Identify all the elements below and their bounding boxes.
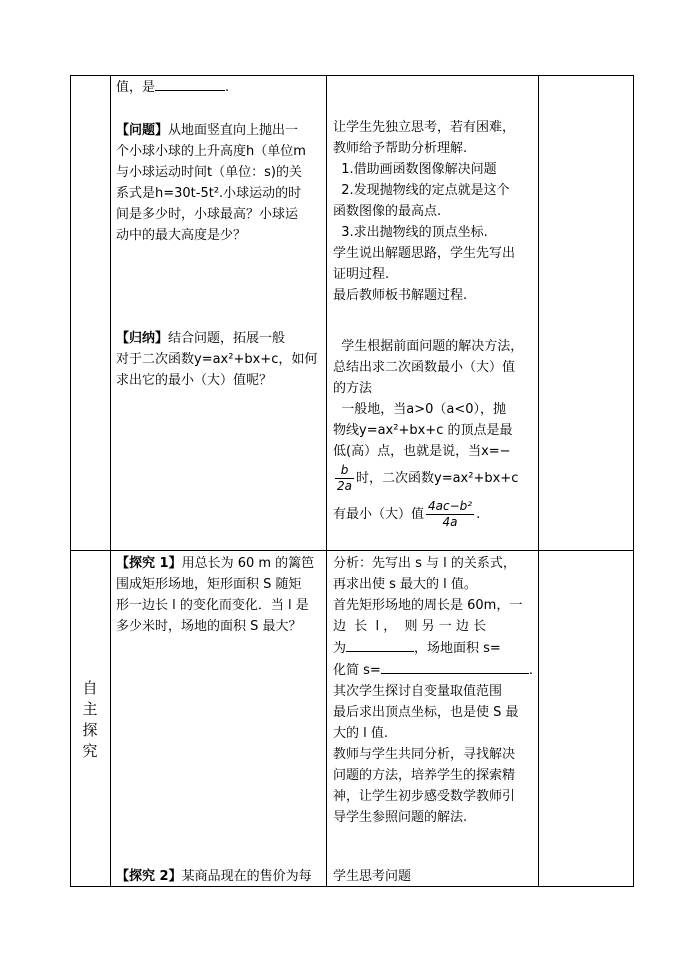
row1-guidance-cell: [333, 117, 536, 534]
problem-line-4: 系式是h=30t-5t².小球运动的时: [116, 186, 302, 201]
guidance-line-6: 3.求出抛物线的顶点坐标.: [333, 225, 488, 240]
analysis-line-11: 导学生参照问题的解法.: [333, 810, 468, 825]
table-col-divider-1: [110, 75, 111, 887]
summary-method-line-4: 一般地，当a>0（a<0），抛: [333, 402, 507, 417]
problem-line-3: 与小球运动时间t（单位：s)的关: [116, 165, 302, 180]
problem-line-5: 间是多少时，小球最高？小球运: [116, 207, 299, 222]
guidance-line-4: 2.发现抛物线的定点就是这个: [333, 183, 510, 198]
summary-method-line-6: 低(高）点，也就是说，当x=−: [333, 444, 511, 459]
section-char-4: 究: [82, 742, 98, 760]
summary-method-line-3: 的方法: [333, 381, 373, 396]
side-length-blank: [346, 637, 414, 652]
guidance-line-3: 1.借助画函数图像解决问题: [333, 162, 497, 177]
summary-method-line-5: 物线y=ax²+bx+c 的顶点是最: [333, 423, 513, 438]
analysis-blank-line-1: 为 ，场地面积 s=: [333, 637, 536, 659]
row2-activity-cell: [116, 553, 326, 637]
analysis-line-3: 首先矩形场地的周长是 60m，一: [333, 598, 523, 613]
row2-guidance-cell: [333, 553, 536, 828]
summary-line-3: 求出它的最小（大）值呢？: [116, 373, 273, 388]
summary-method-line-2: 总结出求二次函数最小（大）值: [333, 360, 516, 375]
fraction-b-over-2a: $\frac{b}{2a}$: [337, 463, 352, 493]
summary-method-line-7: $\frac{b}{2a}$ 时，二次函数y=ax²+bx+c: [337, 463, 519, 493]
explore1-line-2: 围成矩形场地，矩形面积 S 随矩: [116, 577, 302, 592]
problem-line-1: 【问题】从地面竖直向上抛出一: [116, 123, 299, 138]
explore1-line-4: 多少米时，场地的面积 S 最大？: [116, 619, 302, 634]
table-border-right: [633, 75, 634, 887]
simplified-area-blank: [381, 659, 529, 674]
analysis-blank-line-2: 化简 s= .: [333, 659, 536, 681]
summary-method-line-1: 学生根据前面问题的解决方法，: [333, 339, 524, 354]
guidance-line-8: 证明过程.: [333, 267, 390, 282]
table-border-left: [70, 75, 71, 887]
intro-line: 值，是 .: [116, 76, 326, 98]
summary-line-1: 【归纳】结合问题，拓展一般: [116, 331, 286, 346]
table-col-divider-2: [326, 75, 327, 887]
analysis-line-2: 再求出使 s 最大的 l 值。: [333, 577, 477, 592]
table-col-divider-3: [538, 75, 539, 887]
guidance-line-9: 最后教师板书解题过程.: [333, 288, 468, 303]
section-char-1: 自: [82, 679, 98, 697]
answer-blank: [155, 76, 225, 91]
analysis-line-5: 其次学生探讨自变量取值范围: [333, 684, 503, 699]
analysis-line-6: 最后求出顶点坐标，也是使 S 最: [333, 705, 519, 720]
analysis-line-4: 边 长 l ， 则 另 一 边 长: [333, 619, 487, 634]
row1-activity-cell: [116, 76, 326, 391]
section-char-2: 主: [82, 700, 98, 718]
student-think-line: 学生思考问题: [333, 869, 412, 884]
guidance-line-7: 学生说出解题思路，学生先写出: [333, 246, 516, 261]
analysis-line-10: 神，让学生初步感受数学教师引: [333, 789, 516, 804]
explore2-line: 【探究 2】某商品现在的售价为每: [116, 869, 312, 884]
guidance-line-1: 让学生先独立思考，若有困难，: [333, 120, 516, 135]
explore1-line-1: 【探究 1】用总长为 60 m 的篱笆: [116, 556, 315, 571]
analysis-line-7: 大的 l 值.: [333, 726, 389, 741]
summary-method-line-8: 有最小（大）值 $\frac{\text{4ac−b²}}{4a}$ .: [333, 499, 481, 529]
analysis-line-9: 问题的方法，培养学生的探索精: [333, 768, 516, 783]
summary-line-2: 对于二次函数y=ax²+bx+c，如何: [116, 352, 318, 367]
section-char-3: 探: [82, 721, 98, 739]
guidance-line-2: 教师给予帮助分析理解.: [333, 141, 468, 156]
problem-line-6: 动中的最大高度是少？: [116, 228, 247, 243]
analysis-line-8: 教师与学生共同分析，寻找解决: [333, 747, 516, 762]
guidance-line-5: 函数图像的最高点.: [333, 204, 442, 219]
fraction-max-value: $\frac{\text{4ac−b²}}{4a}$: [428, 499, 473, 529]
table-row-divider: [70, 550, 634, 551]
explore1-line-3: 形一边长 l 的变化而变化．当 l 是: [116, 598, 309, 613]
problem-line-2: 个小球小球的上升高度h（单位m: [116, 144, 306, 159]
analysis-line-1: 分析：先写出 s 与 l 的关系式，: [333, 556, 516, 571]
section-title-vertical: [80, 678, 100, 762]
